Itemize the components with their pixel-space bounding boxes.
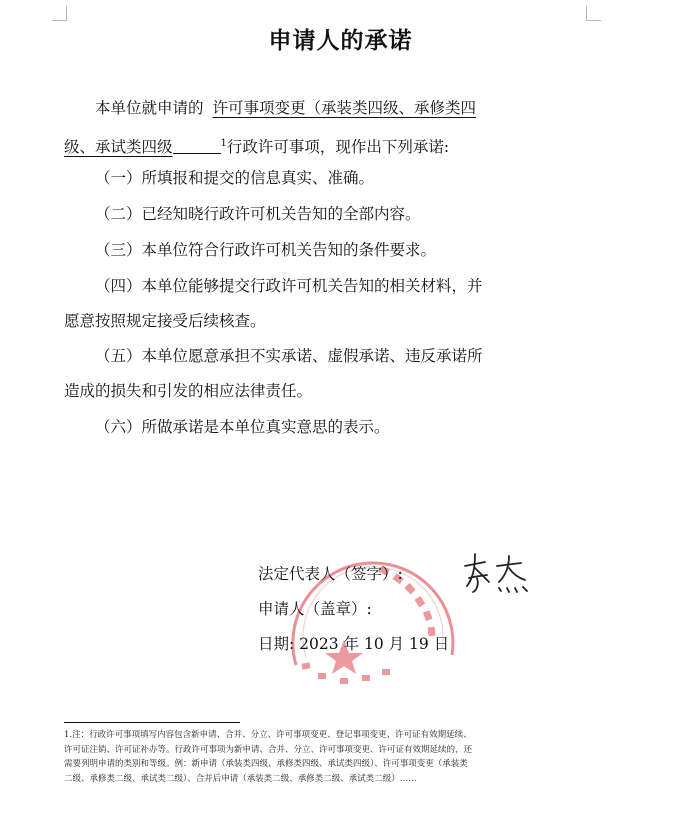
applicant-seal-label: 申请人（盖章）: [258, 600, 372, 618]
legal-representative-label: 法定代表人（签字）: [258, 565, 403, 583]
promise-1: （一）所填报和提交的信息真实、准确。 [95, 169, 375, 187]
promise-6: （六）所做承诺是本单位真实意思的表示。 [95, 418, 390, 436]
intro-line-1 [64, 91, 620, 126]
date-value: 2023 年 10 月 19 日 [299, 635, 450, 653]
date-label: 日期: [258, 635, 295, 653]
footnote-line: 二级、承修类二级、承试类二级）、合并后申请（承装类二级、承修类二级、承试类二级）…… [64, 773, 417, 784]
intro-prefix: 本单位就申请的 [95, 99, 204, 117]
intro-suffix: 行政许可事项，现作出下列承诺: [226, 138, 450, 157]
document-title: 申请人的承诺 [268, 28, 413, 54]
crop-mark-top-right [586, 6, 601, 21]
footnote-line: 许可证注销、许可证补办等。行政许可事项为新申请、合并、分立、许可事项变更、许可证有效期延续的，还 [64, 744, 473, 755]
footnote-line: 需要列明申请的类别和等级。例：新申请（承装类四级、承修类四级、承试类四级）、许可事项变更（承装类 [64, 759, 468, 769]
crop-mark-top-left [52, 6, 67, 21]
promise-2: （二）已经知晓行政许可机关告知的全部内容。 [95, 205, 421, 223]
underline-blank [173, 139, 221, 154]
footnote-line: 1.注：行政许可事项填写内容包含新申请、合并、分立、许可事项变更、登记事项变更、许可证有效期延续、 [64, 730, 472, 740]
date-row [258, 632, 449, 654]
intro-underlined-2: 级、承试类四级 [64, 138, 173, 157]
footnote-reference: 1 [220, 138, 227, 149]
promise-4-line-2: 愿意按照规定接受后续核查。 [64, 312, 266, 330]
promise-3: （三）本单位符合行政许可机关告知的条件要求。 [95, 241, 437, 259]
footnote [64, 728, 620, 786]
promise-4-line-1: （四）本单位能够提交行政许可机关告知的相关材料，并 [95, 277, 483, 295]
intro-underlined-1: 许可事项变更（承装类四级、承修类四 [212, 99, 476, 117]
intro-line-2 [64, 126, 620, 165]
promise-5-line-2: 造成的损失和引发的相应法律责任。 [64, 382, 313, 400]
promise-5-line-1: （五）本单位愿意承担不实承诺、虚假承诺、违反承诺所 [95, 347, 483, 365]
footnote-separator [64, 722, 240, 723]
handwritten-signature [455, 548, 535, 598]
